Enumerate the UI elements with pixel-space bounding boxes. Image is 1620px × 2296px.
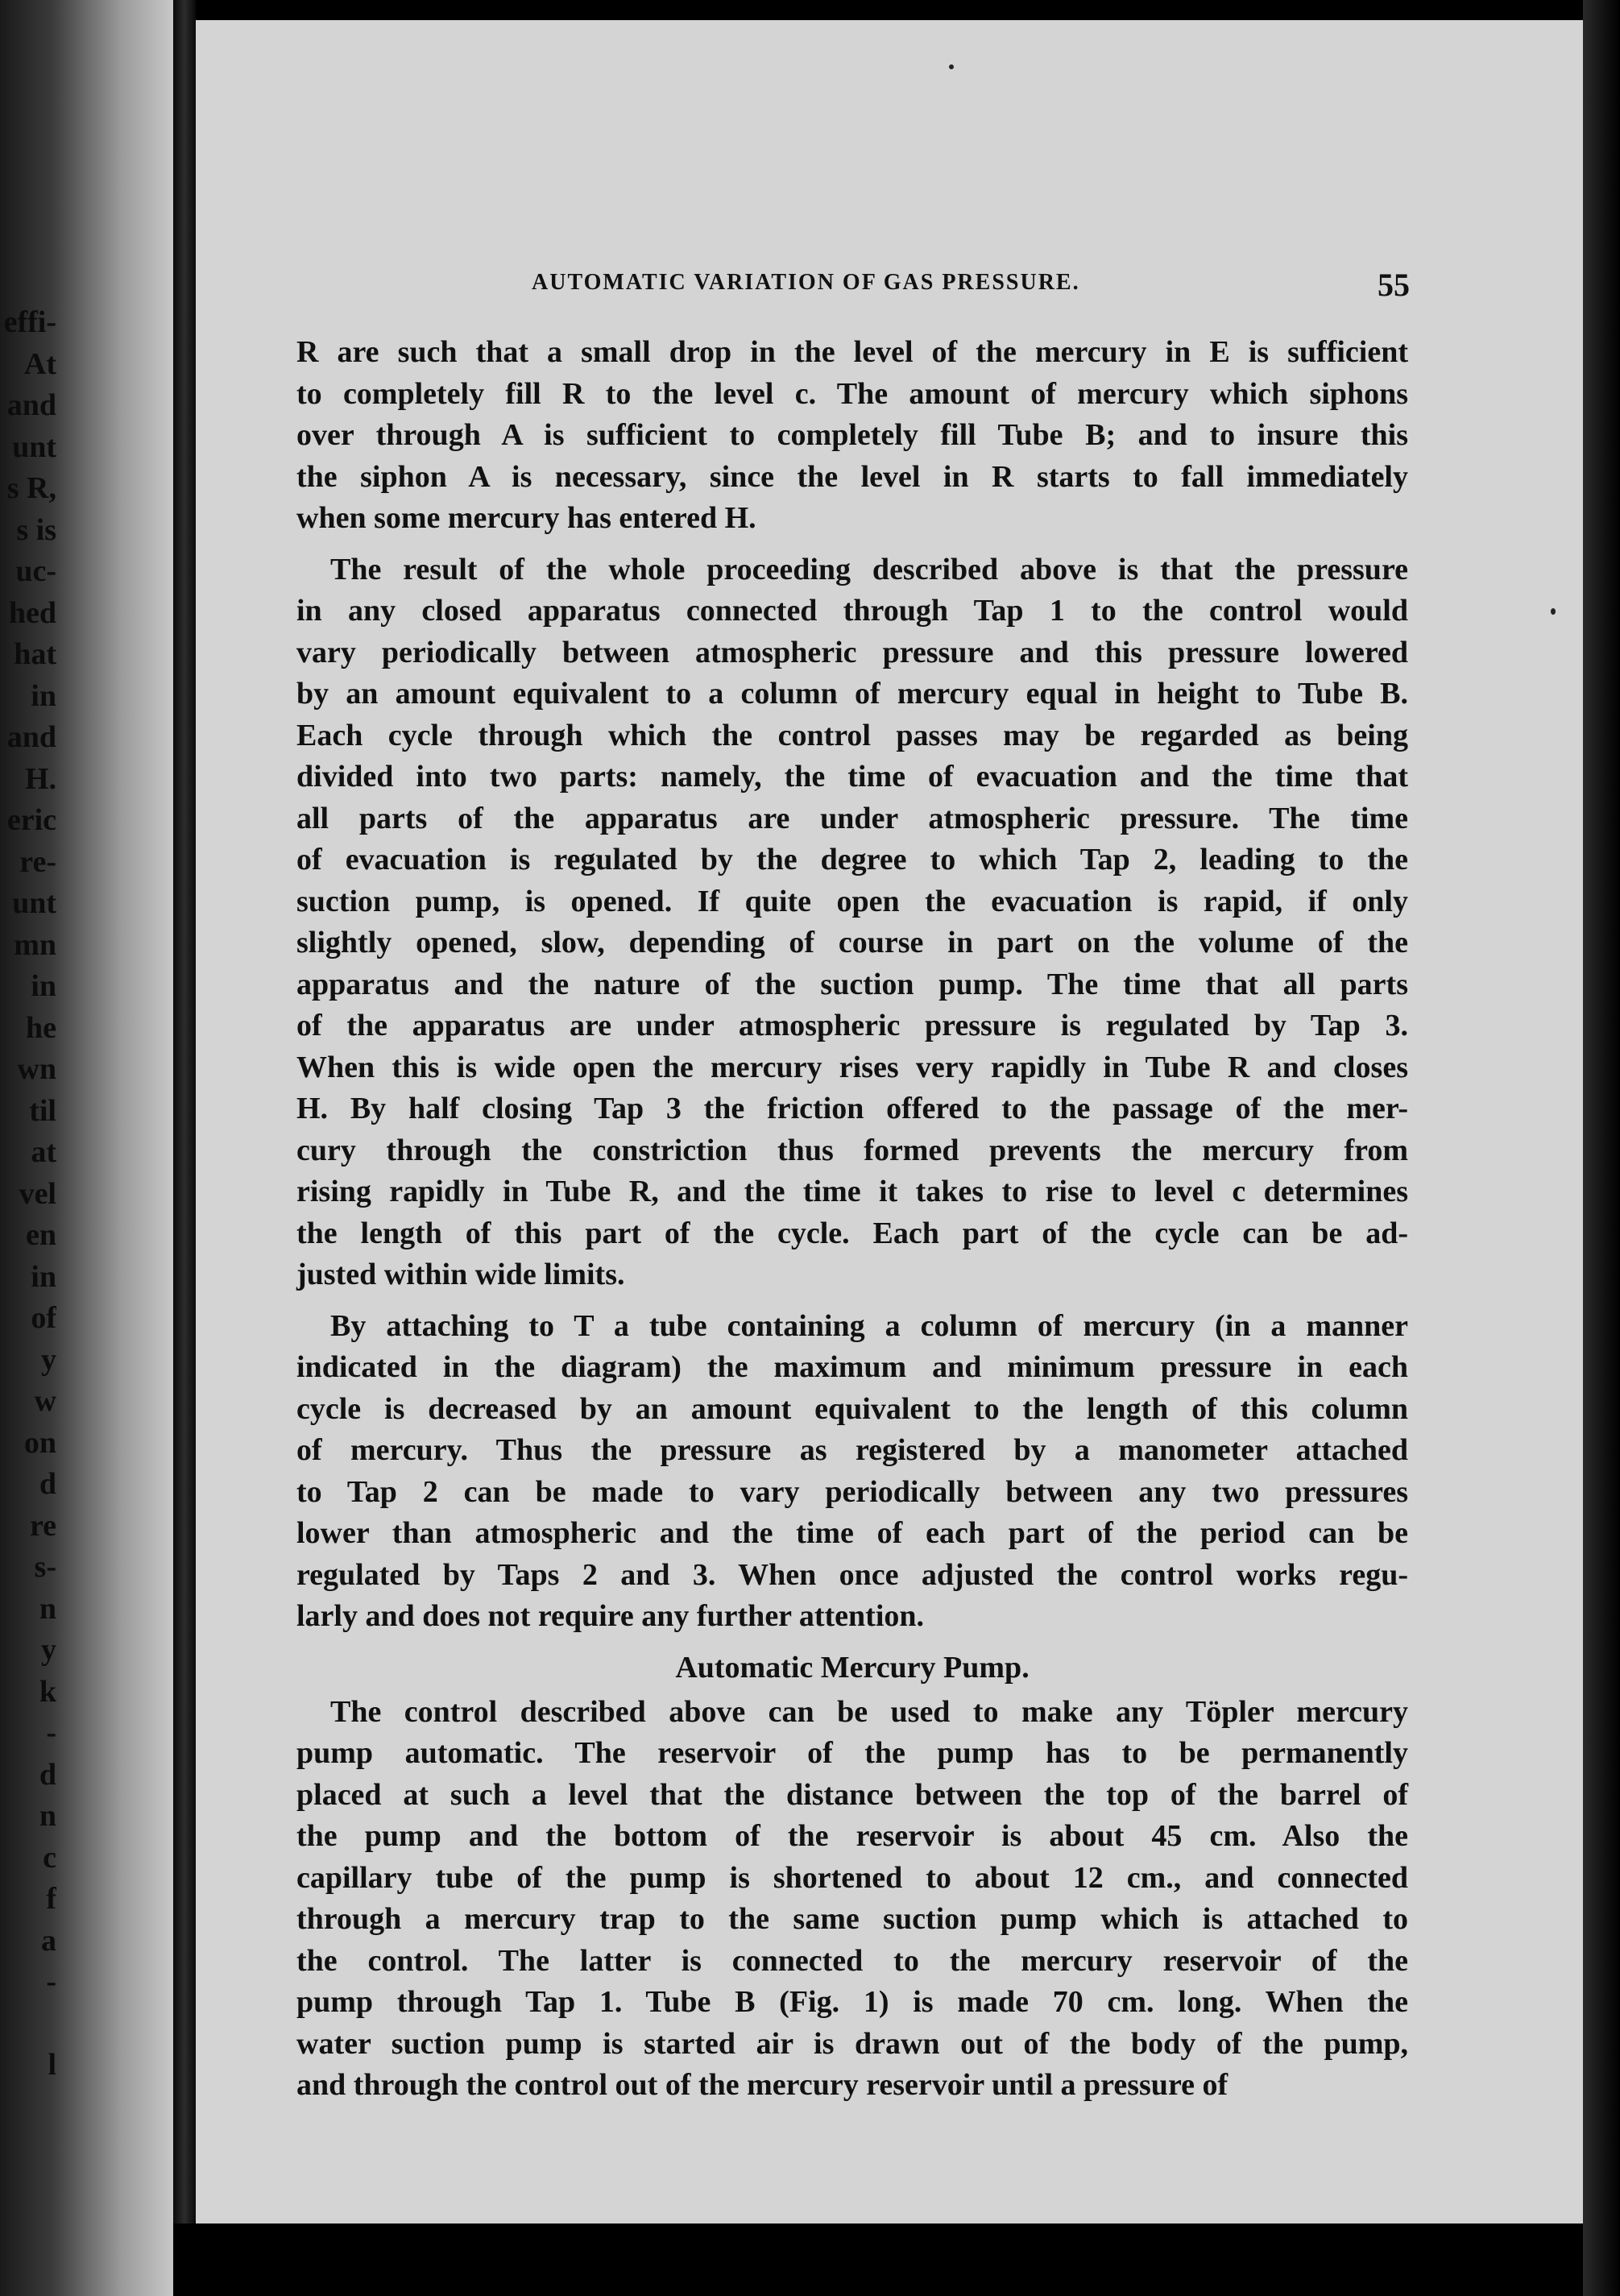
fragment-line: eric [6, 803, 56, 837]
fragment-line: d [39, 1467, 56, 1501]
text-line: of evacuation is regulated by the degree to which Tap 2, leading to the [296, 843, 1408, 877]
fragment-line: re [29, 1508, 56, 1543]
text-line: indicated in the diagram) the maximum and minimum pressure in each [296, 1350, 1408, 1384]
fragment-line: at [31, 1135, 56, 1169]
fragment-line: s- [34, 1550, 56, 1584]
fragment-line: on [23, 1425, 56, 1460]
text-line: H. By half closing Tap 3 the friction offered to the passage of the mer- [296, 1092, 1408, 1125]
text-line: placed at such a level that the distance between the top of the barrel of [296, 1777, 1408, 1812]
text-line: The control described above can be used to make any Töpler mercury [330, 1694, 1408, 1729]
text-line: all parts of the apparatus are under atmospheric pressure. The time [296, 801, 1408, 835]
fragment-line: y [41, 1633, 56, 1667]
text-line: to completely fill R to the level c. The amount of mercury which siphons [296, 376, 1408, 411]
fragment-line [0, 2004, 56, 2045]
speck [949, 64, 954, 69]
paragraph-gap [296, 540, 1408, 549]
text-line: larly and does not require any further attention. [296, 1599, 925, 1633]
text-line: The result of the whole proceeding described above is that the pressure [330, 552, 1408, 586]
fragment-line: d [39, 1757, 56, 1792]
running-head: AUTOMATIC VARIATION OF GAS PRESSURE. [532, 270, 1080, 295]
fragment-line: s is [16, 512, 56, 547]
fragment-line: uc- [15, 554, 56, 588]
text-line: capillary tube of the pump is shortened to about 12 cm., and connected [296, 1860, 1408, 1895]
fragment-line: effi- [3, 305, 56, 339]
fragment-line: re- [19, 844, 56, 879]
fragment-line: mn [14, 927, 56, 962]
fragment-line: of [31, 1301, 56, 1335]
text-line: justed within wide limits. [296, 1258, 625, 1291]
fragment-line: til [29, 1093, 56, 1128]
text-line: the length of this part of the cycle. Each part of the cycle can be ad- [296, 1216, 1408, 1250]
fragment-line: - [46, 1965, 56, 1999]
paragraph [296, 332, 1408, 540]
section-heading: Automatic Mercury Pump. [675, 1650, 1030, 1685]
facing-page-fragments [0, 302, 56, 2087]
text-line: over through A is sufficient to completely fill Tube B; and to insure this [296, 418, 1408, 452]
fragment-line: in [31, 969, 56, 1003]
fragment-line: k [39, 1674, 56, 1709]
text-line: lower than atmospheric and the time of each part of the period can be [296, 1516, 1408, 1550]
text-line: pump through Tap 1. Tube B (Fig. 1) is made 70 cm. long. When the [296, 1985, 1408, 2019]
text-line: when some mercury has entered H. [296, 501, 756, 535]
book-gutter [173, 0, 196, 2296]
text-line: and through the control out of the mercury reservoir until a pressure of [296, 2068, 1228, 2102]
fragment-line: n [39, 1591, 56, 1626]
fragment-line: unt [12, 429, 56, 464]
paragraph [296, 549, 1408, 1296]
fragment-line: hed [8, 595, 56, 630]
text-line: of mercury. Thus the pressure as registered by a manometer attached [296, 1433, 1408, 1467]
fragment-line: H. [24, 761, 56, 796]
fragment-line: he [26, 1010, 56, 1045]
fragment-line: n [39, 1799, 56, 1833]
fragment-line: At [23, 346, 56, 381]
text-line: cycle is decreased by an amount equivalent to the length of this column [296, 1391, 1408, 1426]
text-line: slightly opened, slow, depending of course in part on the volume of the [296, 926, 1408, 959]
fragment-line: unt [12, 886, 56, 920]
fragment-line: and [6, 388, 56, 422]
speck [1551, 608, 1556, 615]
fragment-line: vel [19, 1176, 56, 1211]
text-line: pump automatic. The reservoir of the pump has to be permanently [296, 1736, 1408, 1770]
text-line: the control. The latter is connected to the mercury reservoir of the [296, 1943, 1408, 1978]
text-line: of the apparatus are under atmospheric pressure is regulated by Tap 3. [296, 1009, 1408, 1042]
text-line: in any closed apparatus connected through Tap 1 to the control would [296, 594, 1408, 628]
fragment-line: wn [17, 1052, 56, 1086]
fragment-line: w [34, 1384, 56, 1418]
fragment-line: - [46, 1716, 56, 1750]
text-line: rising rapidly in Tube R, and the time it takes to rise to level c determines [296, 1175, 1408, 1208]
text-line: divided into two parts: namely, the time of evacuation and the time that [296, 760, 1408, 794]
text-line: vary periodically between atmospheric pressure and this pressure lowered [296, 635, 1408, 669]
text-line: the pump and the bottom of the reservoir is about 45 cm. Also the [296, 1819, 1408, 1853]
text-line: the siphon A is necessary, since the level in R starts to fall immediately [296, 459, 1408, 494]
text-line: When this is wide open the mercury rises very rapidly in Tube R and closes [296, 1050, 1408, 1084]
fragment-line: c [43, 1840, 56, 1875]
text-line: suction pump, is opened. If quite open the evacuation is rapid, if only [296, 884, 1408, 918]
fragment-line: s R, [6, 471, 56, 505]
paragraph [296, 1306, 1408, 1638]
fragment-line: f [46, 1882, 56, 1916]
text-line: by an amount equivalent to a column of mercury equal in height to Tube B. [296, 677, 1408, 711]
bottom-shadow [173, 2223, 1620, 2296]
text-line: Each cycle through which the control passes may be regarded as being [296, 718, 1408, 752]
facing-page-edge [0, 0, 173, 2296]
fragment-line: l [48, 2048, 56, 2082]
fragment-line: in [31, 1259, 56, 1294]
paragraphs [296, 332, 1408, 1647]
page-number: 55 [1378, 267, 1410, 303]
fragment-line: and [6, 720, 56, 754]
section-paragraph [296, 1692, 1408, 2107]
text-line: water suction pump is started air is drawn out of the body of the pump, [296, 2026, 1408, 2061]
fragment-line: hat [14, 637, 56, 671]
text-line: to Tap 2 can be made to vary periodically between any two pressures [296, 1474, 1408, 1509]
paragraph-gap [296, 1638, 1408, 1647]
text-line: cury through the constriction thus formed prevents the mercury from [296, 1133, 1408, 1167]
fragment-line: a [41, 1923, 56, 1958]
paragraph-gap [296, 1296, 1408, 1306]
right-edge [1583, 0, 1620, 2296]
text-line: regulated by Taps 2 and 3. When once adjusted the control works regu- [296, 1557, 1408, 1592]
fragment-line: y [41, 1342, 56, 1377]
fragment-line: en [26, 1218, 56, 1252]
text-line: By attaching to T a tube containing a column of mercury (in a manner [330, 1308, 1408, 1343]
text-line: apparatus and the nature of the suction pump. The time that all parts [296, 967, 1408, 1001]
text-line: through a mercury trap to the same suction pump which is attached to [296, 1902, 1408, 1936]
text-line: R are such that a small drop in the level of the mercury in E is sufficient [296, 335, 1408, 369]
fragment-line: in [31, 678, 56, 713]
body-text [296, 332, 1408, 2107]
